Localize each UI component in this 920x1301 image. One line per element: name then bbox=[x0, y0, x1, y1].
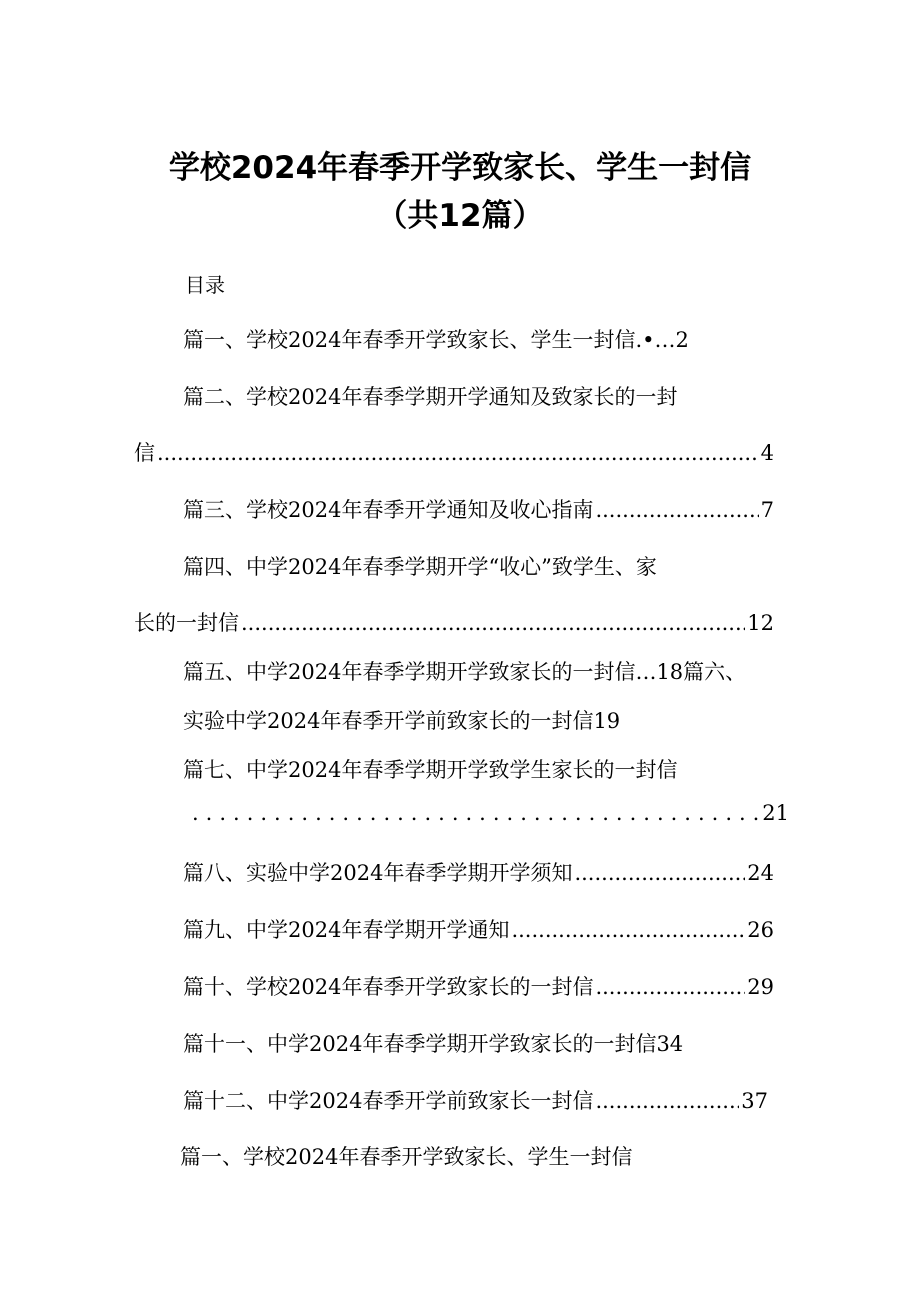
toc-entry-10-page: 29 bbox=[747, 975, 774, 999]
toc-entry-1[interactable]: 篇一、学校2024年春季开学致家长、学生一封信.•…2 bbox=[183, 328, 689, 352]
dot-leader bbox=[511, 918, 745, 942]
dot-leader bbox=[157, 441, 759, 465]
toc-entry-4-page: 12 bbox=[747, 611, 774, 635]
toc-entry-8-page: 24 bbox=[747, 861, 774, 885]
toc-entry-2-text: 信 bbox=[134, 441, 155, 465]
document-title-line2: （共12篇） bbox=[376, 198, 544, 234]
toc-entry-4-line1[interactable]: 篇四、中学2024年春季学期开学“收心”致学生、家 bbox=[183, 555, 657, 579]
toc-entry-9-page: 26 bbox=[747, 918, 774, 942]
toc-entry-4-line2[interactable] bbox=[134, 607, 774, 637]
dot-leader bbox=[595, 975, 745, 999]
dot-leader bbox=[192, 801, 760, 825]
toc-entry-9-text: 篇九、中学2024年春学期开学通知 bbox=[183, 918, 510, 942]
toc-entry-3[interactable] bbox=[183, 494, 774, 524]
dot-leader bbox=[241, 611, 745, 635]
toc-entry-7[interactable]: 篇七、中学2024年春季学期开学致学生家长的一封信 bbox=[183, 758, 678, 782]
dot-leader bbox=[595, 498, 758, 522]
toc-entry-12-text: 篇十二、中学2024春季开学前致家长一封信 bbox=[183, 1089, 594, 1113]
toc-heading: 目录 bbox=[185, 273, 225, 297]
toc-entry-12-page: 37 bbox=[741, 1089, 768, 1113]
toc-entry-8[interactable] bbox=[183, 857, 774, 887]
dot-leader bbox=[595, 1089, 739, 1113]
toc-entry-3-text: 篇三、学校2024年春季开学通知及收心指南 bbox=[183, 498, 594, 522]
section-heading: 篇一、学校2024年春季开学致家长、学生一封信 bbox=[180, 1145, 633, 1169]
toc-entry-7-page: 21 bbox=[762, 801, 789, 825]
toc-entry-10-text: 篇十、学校2024年春季开学致家长的一封信 bbox=[183, 975, 594, 999]
document-title-line1: 学校2024年春季开学致家长、学生一封信 bbox=[168, 150, 752, 186]
toc-entry-2-line1[interactable]: 篇二、学校2024年春季学期开学通知及致家长的一封 bbox=[183, 385, 678, 409]
toc-entry-4-text: 长的一封信 bbox=[134, 611, 239, 635]
toc-entry-7-leader-line[interactable] bbox=[190, 801, 789, 825]
toc-entry-2-page: 4 bbox=[760, 441, 774, 465]
dot-leader bbox=[574, 861, 745, 885]
toc-entry-3-page: 7 bbox=[760, 498, 774, 522]
toc-entry-10[interactable] bbox=[183, 971, 774, 1001]
toc-entry-9[interactable] bbox=[183, 914, 774, 944]
toc-entry-6[interactable]: 实验中学2024年春季开学前致家长的一封信19 bbox=[183, 709, 621, 733]
toc-entry-5[interactable]: 篇五、中学2024年春季学期开学致家长的一封信…18篇六、 bbox=[183, 660, 747, 684]
toc-entry-2-line2[interactable] bbox=[134, 437, 774, 467]
toc-entry-11[interactable]: 篇十一、中学2024年春季学期开学致家长的一封信34 bbox=[183, 1032, 684, 1056]
toc-entry-12[interactable] bbox=[183, 1085, 768, 1115]
toc-entry-8-text: 篇八、实验中学2024年春季学期开学须知 bbox=[183, 861, 573, 885]
